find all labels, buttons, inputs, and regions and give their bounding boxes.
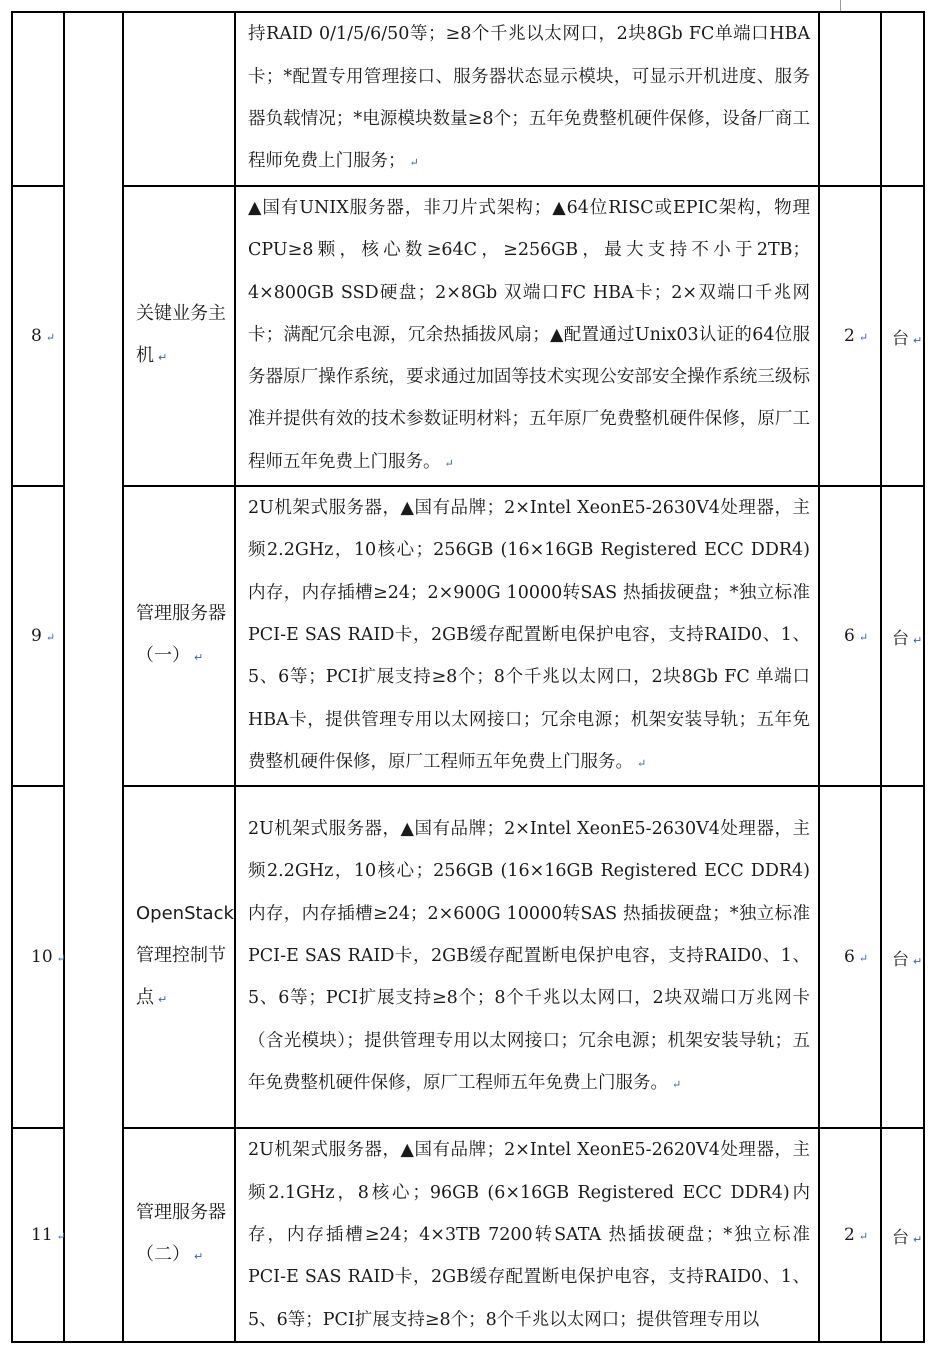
table-row: [12, 12, 924, 186]
table-row: [12, 186, 924, 486]
unit: 台 ↵: [881, 186, 924, 486]
category-cell: [64, 12, 123, 1342]
page-margin-tick: [840, 0, 841, 11]
unit: [881, 12, 924, 186]
paragraph-mark-icon: ↵: [858, 952, 869, 966]
paragraph-mark-icon: ↵: [194, 1250, 204, 1264]
unit: 台 ↵: [881, 1128, 924, 1342]
paragraph-mark-icon: ↵: [637, 756, 647, 770]
row-number: 8 ↵: [12, 186, 64, 486]
table-row: [12, 1128, 924, 1342]
paragraph-mark-icon: ↵: [56, 952, 66, 966]
equipment-name: 管理服务器（二） ↵: [123, 1128, 235, 1342]
quantity: [819, 12, 881, 186]
quantity: 6 ↵: [819, 786, 881, 1128]
paragraph-mark-icon: ↵: [913, 333, 923, 347]
equipment-name: 管理服务器（一） ↵: [123, 486, 235, 786]
paragraph-mark-icon: ↵: [858, 331, 869, 345]
equipment-name: OpenStack管理控制节点 ↵: [123, 786, 235, 1128]
quantity: 6 ↵: [819, 486, 881, 786]
table-row: [12, 486, 924, 786]
paragraph-mark-icon: ↵: [158, 993, 168, 1007]
row-number: 11 ↵: [12, 1128, 64, 1342]
quantity: 2 ↵: [819, 186, 881, 486]
unit: 台 ↵: [881, 786, 924, 1128]
spec-description: ▲国有UNIX服务器，非刀片式架构；▲64位RISC或EPIC架构，物理CPU≥8颗，核心数≥64C，≥256GB，最大支持不小于2TB；4×800GB SSD硬盘；2×8Gb 双端口FC HBA卡；2×双端口千兆网卡；满配冗余电源，冗余热插拔风扇；▲配置通过Unix03认证的64位服务器原厂操作系统，要求通过加固等技术实现公安部安全操作系统三级标准并提供有效的技术参数证明材料；五年原厂免费整机硬件保修，原厂工程师五年免费上门服务。 ↵: [235, 186, 819, 486]
paragraph-mark-icon: ↵: [858, 1230, 869, 1244]
row-number: 9 ↵: [12, 486, 64, 786]
spec-description: 持RAID 0/1/5/6/50等；≥8个千兆以太网口，2块8Gb FC单端口HBA卡；*配置专用管理接口、服务器状态显示模块，可显示开机进度、服务器负载情况；*电源模块数量≥8个；五年免费整机硬件保修，设备厂商工程师免费上门服务； ↵: [235, 12, 819, 186]
spec-description: 2U机架式服务器，▲国有品牌；2×Intel XeonE5-2630V4处理器，主频2.2GHz，10核心；256GB (16×16GB Registered ECC DDR4)内存，内存插槽≥24；2×600G 10000转SAS 热插拔硬盘；*独立标准PCI-E SAS RAID卡，2GB缓存配置断电保护电容，支持RAID0、1、5、6等；PCI扩展支持≥8个；8个千兆以太网口，2块双端口万兆网卡（含光模块）；提供管理专用以太网接口；冗余电源；机架安装导轨；五年免费整机硬件保修，原厂工程师五年免费上门服务。 ↵: [235, 786, 819, 1128]
unit: 台 ↵: [881, 486, 924, 786]
paragraph-mark-icon: ↵: [158, 351, 168, 365]
equipment-name: 关键业务主机 ↵: [123, 186, 235, 486]
quantity: 2 ↵: [819, 1128, 881, 1342]
paragraph-mark-icon: ↵: [409, 156, 419, 170]
row-number: 10 ↵: [12, 786, 64, 1128]
equipment-spec-table: [11, 11, 925, 1343]
paragraph-mark-icon: ↵: [913, 633, 923, 647]
paragraph-mark-icon: ↵: [56, 1230, 66, 1244]
row-number: [12, 12, 64, 186]
paragraph-mark-icon: ↵: [672, 1077, 682, 1091]
paragraph-mark-icon: ↵: [444, 456, 454, 470]
spec-description: 2U机架式服务器，▲国有品牌；2×Intel XeonE5-2620V4处理器，主频2.1GHz，8核心；96GB (6×16GB Registered ECC DDR4)内存，内存插槽≥24；4×3TB 7200转SATA 热插拔硬盘；*独立标准PCI-E SAS RAID卡，2GB缓存配置断电保护电容，支持RAID0、1、5、6等；PCI扩展支持≥8个；8个千兆以太网口；提供管理专用以: [235, 1128, 819, 1342]
paragraph-mark-icon: ↵: [913, 954, 923, 968]
paragraph-mark-icon: ↵: [913, 1232, 923, 1246]
spec-description: 2U机架式服务器，▲国有品牌；2×Intel XeonE5-2630V4处理器，主频2.2GHz，10核心；256GB (16×16GB Registered ECC DDR4)内存，内存插槽≥24；2×900G 10000转SAS 热插拔硬盘；*独立标准PCI-E SAS RAID卡，2GB缓存配置断电保护电容，支持RAID0、1、5、6等；PCI扩展支持≥8个；8个千兆以太网口，2块8Gb FC 单端口HBA卡，提供管理专用以太网接口；冗余电源；机架安装导轨；五年免费整机硬件保修，原厂工程师五年免费上门服务。 ↵: [235, 486, 819, 786]
paragraph-mark-icon: ↵: [45, 631, 56, 645]
paragraph-mark-icon: ↵: [194, 651, 204, 665]
paragraph-mark-icon: ↵: [45, 331, 56, 345]
table-row: [12, 786, 924, 1128]
equipment-name: [123, 12, 235, 186]
paragraph-mark-icon: ↵: [858, 631, 869, 645]
